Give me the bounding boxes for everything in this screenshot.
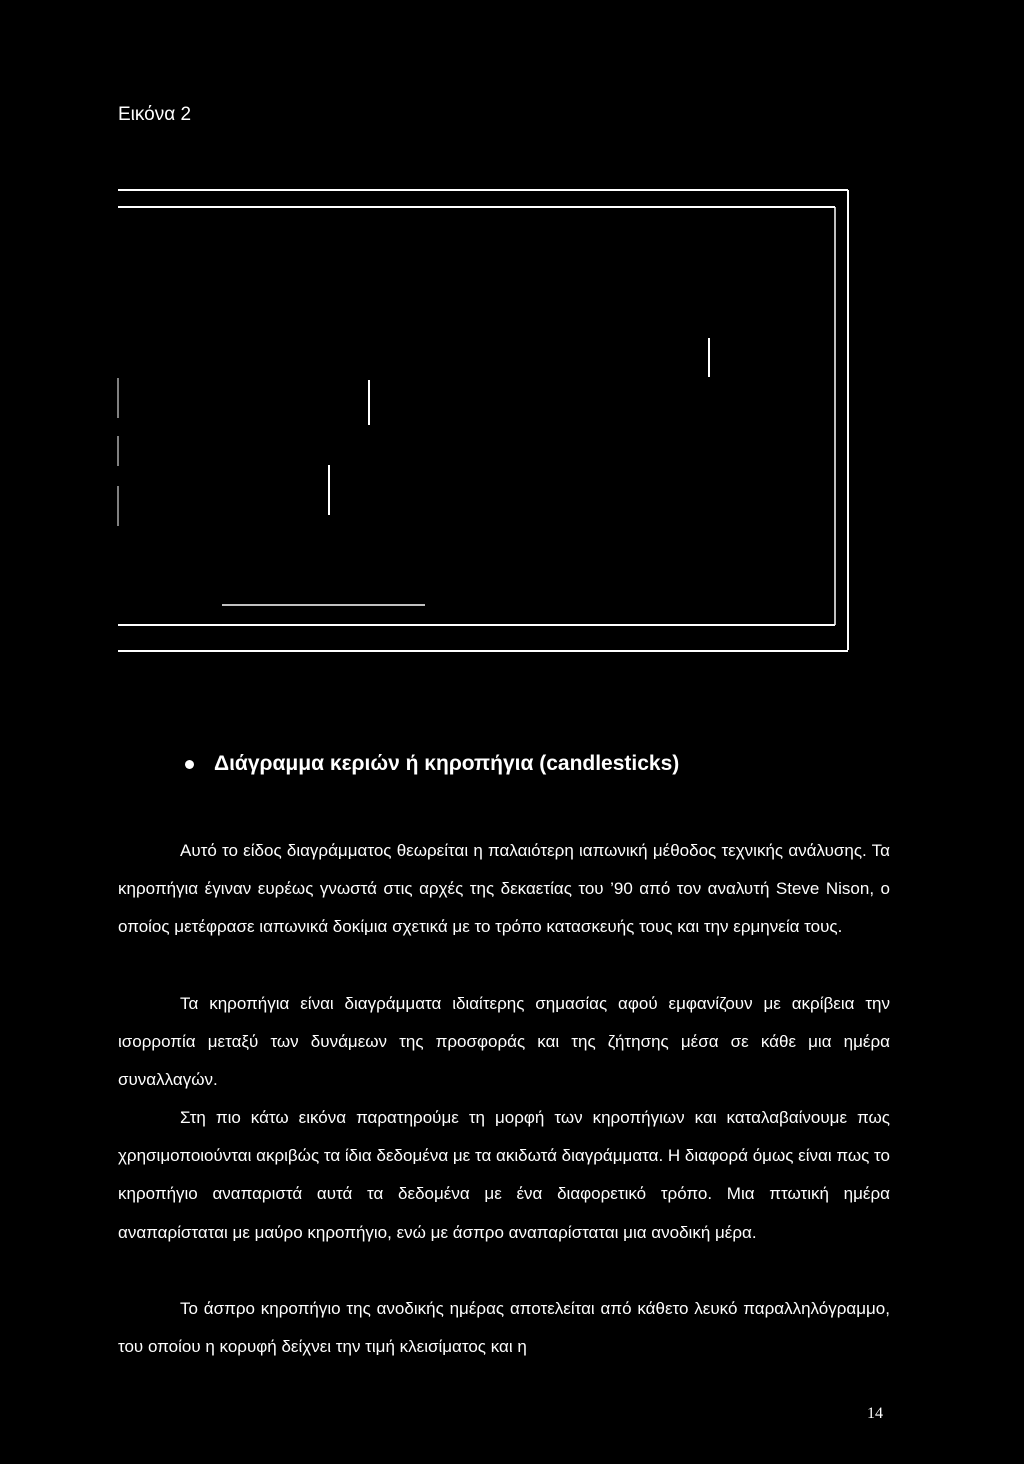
paragraph-1: Αυτό το είδος διαγράμματος θεωρείται η παλαιότερη ιαπωνική μέθοδος τεχνικής ανάλυσης. Τα κηροπήγια έγιναν ευρέως γνωστά στις αρχές της δεκαετίας του ’90 από τον αναλυτή Steve Nison, ο οποίος μετέφρασε ιαπωνικά δοκίμια σχετικά με το τρόπο κατασκευής τους και την ερμηνεία τους.	[118, 841, 890, 937]
section-heading	[185, 752, 679, 776]
page-number: 14	[867, 1405, 883, 1422]
paragraph-2: Τα κηροπήγια είναι διαγράμματα ιδιαίτερης σημασίας αφού εμφανίζουν με ακρίβεια την ισορροπία μεταξύ των δυνάμεων της προσφοράς και της ζήτησης μέσα σε κάθε μια ημέρα συναλλαγών.	[118, 994, 890, 1090]
figure-label: Εικόνα 2	[118, 104, 192, 125]
paragraph-4: Το άσπρο κηροπήγιο της ανοδικής ημέρας αποτελείται από κάθετο λευκό παραλληλόγραμμο, του οποίου η κορυφή δείχνει την τιμή κλεισίματος και η	[118, 1299, 890, 1357]
section-heading-text: Διάγραμμα κεριών ή κηροπήγια (candlesticks)	[214, 752, 680, 775]
paragraph-3: Στη πιο κάτω εικόνα παρατηρούμε τη μορφή των κηροπήγιων και καταλαβαίνουμε πως χρησιμοποιούνται ακριβώς τα ίδια δεδομένα με τα ακιδωτά διαγράμματα. Η διαφορά όμως είναι πως το κηροπήγιο αναπαριστά αυτά τα δεδομένα με ένα διαφορετικό τρόπο. Μια πτωτική ημέρα αναπαρίσταται με μαύρο κηροπήγιο, ενώ με άσπρο αναπαρίσταται μια ανοδική μέρα.	[118, 1108, 890, 1242]
bullet-icon	[185, 760, 194, 769]
figure-image	[0, 0, 1024, 700]
